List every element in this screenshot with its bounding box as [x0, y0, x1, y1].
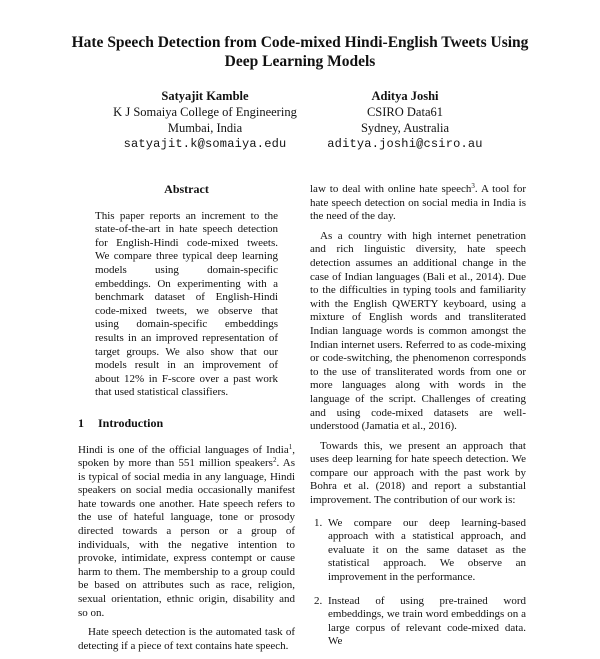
- intro-paragraph-2: Hate speech detection is the automated task of detecting if a piece of text contains hate speech.: [78, 626, 295, 652]
- left-column: [78, 183, 295, 653]
- contribution-text: Instead of using pre-trained word embeddings, we train word embeddings on a large corpus of relevant code-mixed data. We: [328, 594, 526, 648]
- intro-paragraph-4: Towards this, we present an approach that uses deep learning for hate speech detection. We compare our approach with the past work by Bohra et al. (2018) and report a substantial improvement. The contribution of our work is:: [310, 439, 526, 507]
- author-location: Sydney, Australia: [360, 121, 450, 135]
- author-affiliation: CSIRO Data61: [366, 105, 444, 119]
- footnote-mark: 2: [272, 456, 277, 465]
- abstract-body: [95, 210, 278, 400]
- section-number: 1: [78, 415, 84, 430]
- section-title: Introduction: [98, 415, 164, 430]
- author-email: aditya.joshi@csiro.au: [327, 137, 483, 151]
- abstract-text: This paper reports an increment to the state-of-the-art in hate speech detection for English-Hindi code-mixed tweets. We compare three typical deep learning models using domain-specific embeddings. On experimenting with a benchmark dataset of English-Hindi code-mixed tweets, we observe that using domain-specific embeddings results in an improved representation of target groups. We also show that our models result in an improvement of about 12% in F-score over a past work that used statistical classifiers.: [95, 209, 278, 399]
- contribution-number: 2.: [314, 594, 323, 607]
- author-block-2: [320, 88, 490, 152]
- right-column: [310, 183, 526, 659]
- contribution-text: We compare our deep learning-based approach with a statistical approach, and evaluate it on the same dataset as the statistical approach. We observe an improvement in the performance.: [328, 516, 526, 584]
- intro-paragraph-2-continued: [310, 183, 526, 224]
- contribution-list: [310, 517, 526, 649]
- footnote-mark: 3: [471, 182, 475, 190]
- contribution-item: [310, 517, 526, 585]
- author-affiliation: K J Somaiya College of Engineering: [113, 105, 297, 119]
- text-run: Hindi is one of the official languages of India: [78, 443, 289, 456]
- author-name: Aditya Joshi: [371, 89, 439, 103]
- intro-paragraph-3: As a country with high internet penetration and rich linguistic diversity, hate speech detection assumes an additional change in the case of Indian languages (Bali et al., 2014). Due to the difficulties in typing tools and familiarity with the English QWERTY keyboard, using a mixture of English words and transliterated Indian language words is common amongst the Indian internet users. Referred to as code-mixing or code-switching, the phenomenon corresponds to the use of transliterated words from one or more languages along with words in the language of the script. Challenges of creating and using code-mixed datasets are well-understood (Jamatia et al., 2016).: [310, 229, 526, 433]
- author-email: satyajit.k@somaiya.edu: [123, 137, 287, 151]
- intro-paragraph-1: [78, 444, 295, 621]
- author-location: Mumbai, India: [167, 121, 243, 135]
- text-run: . A tool for hate speech detection on social media in India is the need of the day.: [310, 183, 526, 223]
- text-run: , spoken by more than 551 million speakers: [78, 443, 295, 470]
- text-run: . As is typical of social media in any language, Hindi speakers on social media occasionally manifest hate towards one another. Hate speech refers to the use of hateful language, tone or prosody directed towards a person or a group of individuals, with the negative intention to provoke, intimidate, express contempt or cause harm to them. The membership to a group could be based on attributes such as race, religion, sexual orientation, ethnic origin, disability and so on.: [78, 457, 296, 619]
- contribution-item: [310, 595, 526, 649]
- abstract-heading: Abstract: [164, 182, 209, 196]
- text-run: law to deal with online hate speech: [310, 183, 472, 195]
- footnote-mark: 1: [288, 442, 293, 451]
- paper-title: Hate Speech Detection from Code-mixed Hindi-English Tweets Using Deep Learning Models: [71, 34, 529, 70]
- author-name: Satyajit Kamble: [161, 89, 249, 103]
- contribution-number: 1.: [314, 516, 323, 529]
- section-heading-introduction: [78, 417, 295, 431]
- author-block-1: [100, 88, 310, 152]
